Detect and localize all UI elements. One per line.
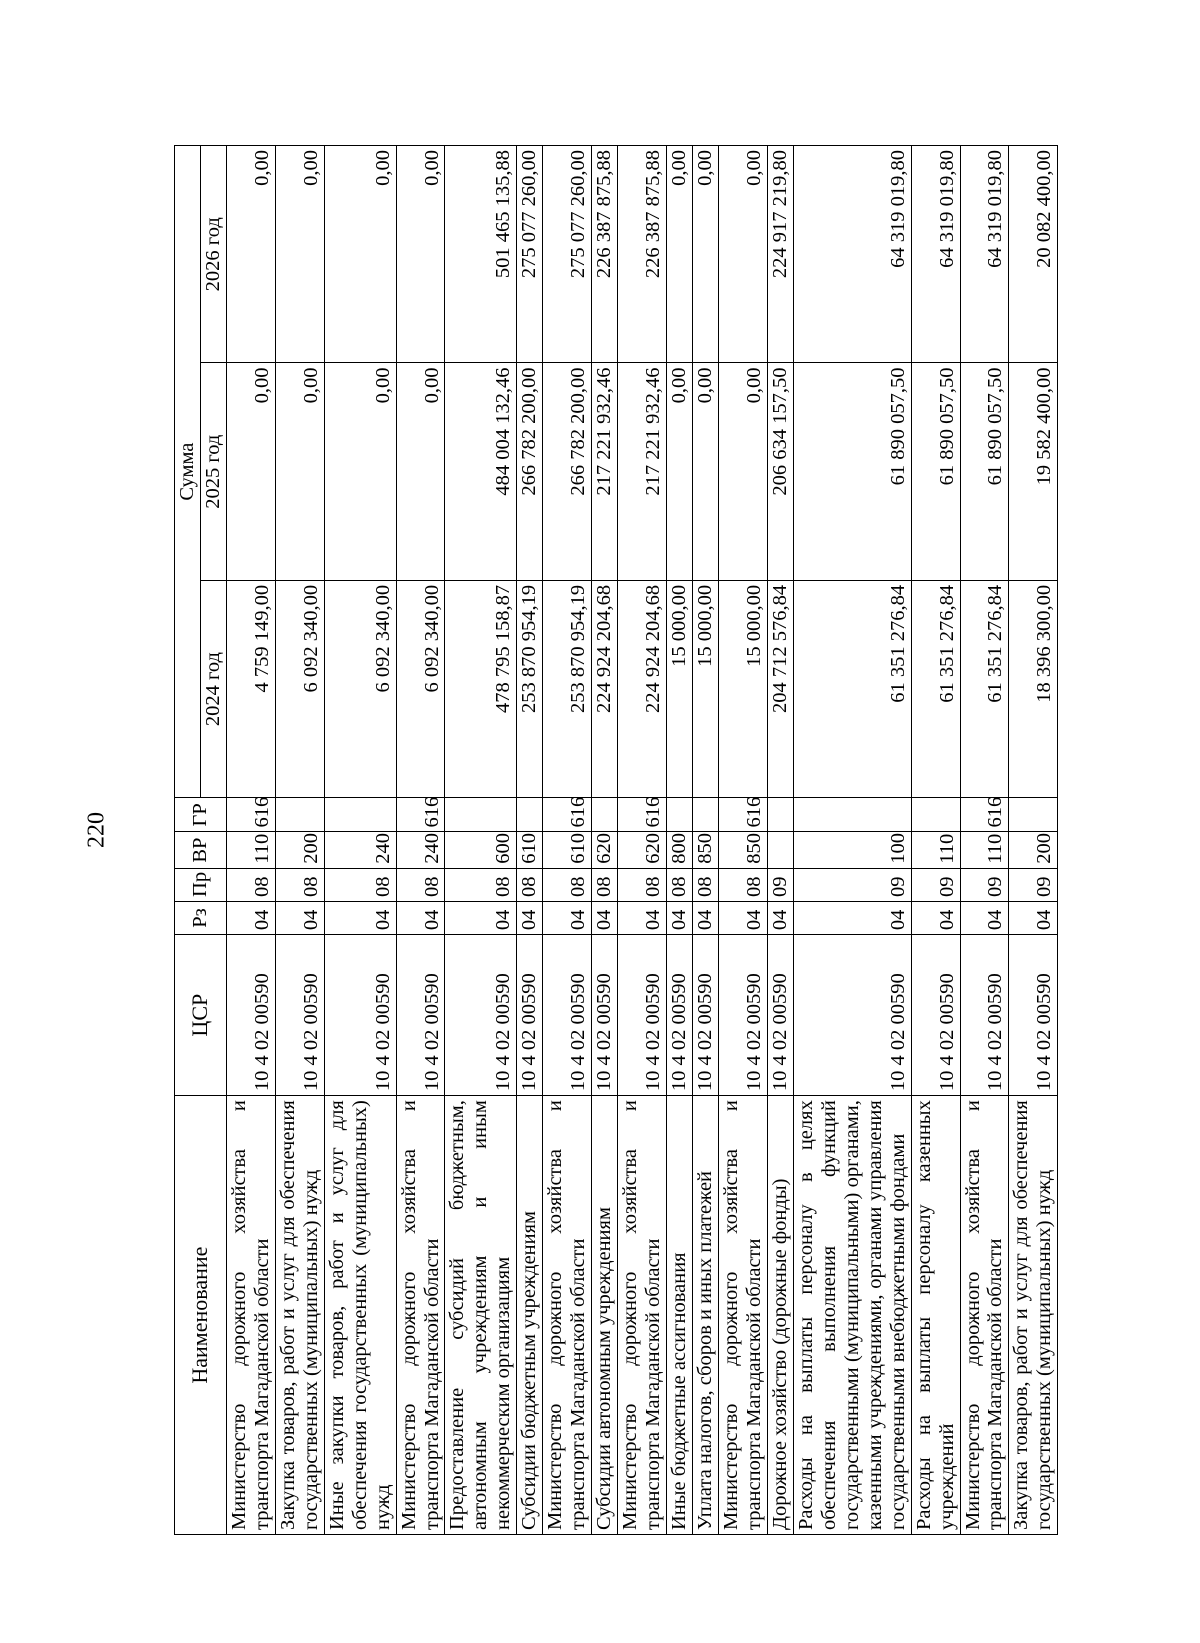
table-row bbox=[275, 146, 324, 1535]
cell-rz: 04 bbox=[693, 901, 719, 934]
cell-gr bbox=[275, 798, 324, 832]
table-row bbox=[618, 146, 667, 1535]
cell-name: Уплата налогов, сборов и иных платежей bbox=[693, 1096, 719, 1535]
cell-2024: 253 870 954,19 bbox=[517, 580, 543, 797]
cell-vr: 850 bbox=[693, 832, 719, 868]
cell-pr: 08 bbox=[396, 868, 445, 901]
cell-2026: 0,00 bbox=[667, 146, 693, 364]
cell-gr: 616 bbox=[718, 798, 767, 832]
cell-2026: 224 917 219,80 bbox=[767, 146, 793, 364]
cell-gr bbox=[445, 798, 517, 832]
cell-2025: 0,00 bbox=[718, 363, 767, 580]
cell-2024: 61 351 276,84 bbox=[911, 580, 960, 797]
cell-vr: 110 bbox=[226, 832, 275, 868]
cell-2025: 266 782 200,00 bbox=[517, 363, 543, 580]
cell-vr: 850 bbox=[718, 832, 767, 868]
cell-rz: 04 bbox=[396, 901, 445, 934]
cell-2026: 275 077 260,00 bbox=[517, 146, 543, 364]
cell-rz: 04 bbox=[767, 901, 793, 934]
cell-csr: 10 4 02 00590 bbox=[667, 935, 693, 1096]
cell-gr bbox=[693, 798, 719, 832]
cell-2024: 6 092 340,00 bbox=[275, 580, 324, 797]
table-header-row bbox=[175, 146, 201, 1535]
header-gr: ГР bbox=[175, 798, 227, 832]
cell-name: Министерство дорожного хозяйства и транспорта Магаданской области bbox=[618, 1096, 667, 1535]
cell-rz: 04 bbox=[911, 901, 960, 934]
cell-csr: 10 4 02 00590 bbox=[592, 935, 618, 1096]
cell-pr: 08 bbox=[618, 868, 667, 901]
cell-2024: 15 000,00 bbox=[667, 580, 693, 797]
cell-2026: 64 319 019,80 bbox=[911, 146, 960, 364]
cell-gr: 616 bbox=[396, 798, 445, 832]
cell-gr bbox=[592, 798, 618, 832]
table-row bbox=[396, 146, 445, 1535]
cell-vr: 110 bbox=[960, 832, 1009, 868]
cell-csr: 10 4 02 00590 bbox=[960, 935, 1009, 1096]
cell-vr: 620 bbox=[618, 832, 667, 868]
cell-pr: 09 bbox=[1009, 868, 1058, 901]
cell-2026: 226 387 875,88 bbox=[618, 146, 667, 364]
cell-rz: 04 bbox=[718, 901, 767, 934]
cell-pr: 09 bbox=[960, 868, 1009, 901]
cell-rz: 04 bbox=[226, 901, 275, 934]
cell-name: Иные закупки товаров, работ и услуг для обеспечения государственных (муниципальных) нужд bbox=[324, 1096, 396, 1535]
cell-vr: 240 bbox=[324, 832, 396, 868]
cell-pr: 09 bbox=[911, 868, 960, 901]
cell-rz: 04 bbox=[324, 901, 396, 934]
cell-2025: 0,00 bbox=[324, 363, 396, 580]
cell-pr: 08 bbox=[517, 868, 543, 901]
table-row bbox=[1009, 146, 1058, 1535]
cell-name: Закупка товаров, работ и услуг для обеспечения государственных (муниципальных) нужд bbox=[275, 1096, 324, 1535]
table-row bbox=[445, 146, 517, 1535]
cell-name: Субсидии автономным учреждениям bbox=[592, 1096, 618, 1535]
cell-2026: 20 082 400,00 bbox=[1009, 146, 1058, 364]
cell-pr: 09 bbox=[767, 868, 793, 901]
cell-2024: 224 924 204,68 bbox=[618, 580, 667, 797]
table-body bbox=[226, 146, 1057, 1535]
header-2025: 2025 год bbox=[200, 363, 226, 580]
cell-name: Закупка товаров, работ и услуг для обеспечения государственных (муниципальных) нужд bbox=[1009, 1096, 1058, 1535]
cell-name: Расходы на выплаты персоналу в целях обеспечения выполнения функций государственными (муниципальными) органами, казенными учреждениями, органами управления государственными внебюджетными фондами bbox=[793, 1096, 911, 1535]
cell-gr bbox=[793, 798, 911, 832]
cell-csr: 10 4 02 00590 bbox=[275, 935, 324, 1096]
cell-vr: 600 bbox=[445, 832, 517, 868]
cell-csr: 10 4 02 00590 bbox=[543, 935, 592, 1096]
cell-rz: 04 bbox=[793, 901, 911, 934]
cell-2026: 501 465 135,88 bbox=[445, 146, 517, 364]
header-csr: ЦСР bbox=[175, 935, 227, 1096]
header-pr: Пр bbox=[175, 868, 227, 901]
cell-2025: 61 890 057,50 bbox=[911, 363, 960, 580]
page-number bbox=[77, 800, 117, 860]
cell-name: Предоставление субсидий бюджетным, автономным учреждениям и иным некоммерческим организациям bbox=[445, 1096, 517, 1535]
cell-csr: 10 4 02 00590 bbox=[693, 935, 719, 1096]
cell-2025: 61 890 057,50 bbox=[793, 363, 911, 580]
cell-rz: 04 bbox=[517, 901, 543, 934]
cell-vr: 240 bbox=[396, 832, 445, 868]
cell-2024: 253 870 954,19 bbox=[543, 580, 592, 797]
cell-csr: 10 4 02 00590 bbox=[517, 935, 543, 1096]
cell-2026: 64 319 019,80 bbox=[793, 146, 911, 364]
cell-rz: 04 bbox=[1009, 901, 1058, 934]
table-row bbox=[793, 146, 911, 1535]
cell-2026: 0,00 bbox=[718, 146, 767, 364]
cell-rz: 04 bbox=[618, 901, 667, 934]
cell-csr: 10 4 02 00590 bbox=[767, 935, 793, 1096]
cell-name: Министерство дорожного хозяйства и транспорта Магаданской области bbox=[543, 1096, 592, 1535]
cell-name: Расходы на выплаты персоналу казенных учреждений bbox=[911, 1096, 960, 1535]
cell-pr: 08 bbox=[718, 868, 767, 901]
table-row bbox=[517, 146, 543, 1535]
cell-pr: 08 bbox=[226, 868, 275, 901]
cell-2025: 266 782 200,00 bbox=[543, 363, 592, 580]
cell-vr: 100 bbox=[793, 832, 911, 868]
cell-pr: 08 bbox=[324, 868, 396, 901]
table-row bbox=[693, 146, 719, 1535]
cell-csr: 10 4 02 00590 bbox=[226, 935, 275, 1096]
cell-name: Дорожное хозяйство (дорожные фонды) bbox=[767, 1096, 793, 1535]
rotated-page-content bbox=[168, 103, 1068, 1643]
cell-2025: 484 004 132,46 bbox=[445, 363, 517, 580]
header-name: Наименование bbox=[175, 1096, 227, 1535]
cell-2026: 0,00 bbox=[226, 146, 275, 364]
cell-gr: 616 bbox=[543, 798, 592, 832]
cell-gr: 616 bbox=[618, 798, 667, 832]
cell-rz: 04 bbox=[275, 901, 324, 934]
cell-2026: 0,00 bbox=[693, 146, 719, 364]
cell-2025: 206 634 157,50 bbox=[767, 363, 793, 580]
cell-name: Министерство дорожного хозяйства и транспорта Магаданской области bbox=[226, 1096, 275, 1535]
cell-rz: 04 bbox=[445, 901, 517, 934]
cell-vr: 800 bbox=[667, 832, 693, 868]
cell-name: Иные бюджетные ассигнования bbox=[667, 1096, 693, 1535]
cell-vr: 620 bbox=[592, 832, 618, 868]
cell-pr: 08 bbox=[445, 868, 517, 901]
cell-csr: 10 4 02 00590 bbox=[618, 935, 667, 1096]
cell-gr bbox=[324, 798, 396, 832]
table-row bbox=[960, 146, 1009, 1535]
cell-gr bbox=[911, 798, 960, 832]
cell-pr: 08 bbox=[693, 868, 719, 901]
cell-2024: 61 351 276,84 bbox=[793, 580, 911, 797]
cell-2025: 0,00 bbox=[693, 363, 719, 580]
cell-vr: 110 bbox=[911, 832, 960, 868]
table-row bbox=[767, 146, 793, 1535]
table-row bbox=[324, 146, 396, 1535]
cell-2025: 19 582 400,00 bbox=[1009, 363, 1058, 580]
cell-name: Министерство дорожного хозяйства и транспорта Магаданской области bbox=[718, 1096, 767, 1535]
header-2026: 2026 год bbox=[200, 146, 226, 364]
cell-gr: 616 bbox=[226, 798, 275, 832]
cell-pr: 09 bbox=[793, 868, 911, 901]
cell-2026: 0,00 bbox=[324, 146, 396, 364]
cell-rz: 04 bbox=[667, 901, 693, 934]
header-sum: Сумма bbox=[175, 146, 201, 798]
cell-csr: 10 4 02 00590 bbox=[324, 935, 396, 1096]
cell-name: Министерство дорожного хозяйства и транспорта Магаданской области bbox=[396, 1096, 445, 1535]
cell-2024: 204 712 576,84 bbox=[767, 580, 793, 797]
cell-gr bbox=[767, 798, 793, 832]
cell-vr: 610 bbox=[543, 832, 592, 868]
cell-csr: 10 4 02 00590 bbox=[396, 935, 445, 1096]
header-2024: 2024 год bbox=[200, 580, 226, 797]
cell-2025: 61 890 057,50 bbox=[960, 363, 1009, 580]
cell-vr: 610 bbox=[517, 832, 543, 868]
cell-2026: 275 077 260,00 bbox=[543, 146, 592, 364]
cell-name: Министерство дорожного хозяйства и транспорта Магаданской области bbox=[960, 1096, 1009, 1535]
cell-csr: 10 4 02 00590 bbox=[1009, 935, 1058, 1096]
table-row bbox=[718, 146, 767, 1535]
header-rz: Рз bbox=[175, 901, 227, 934]
cell-2026: 0,00 bbox=[275, 146, 324, 364]
table-row bbox=[911, 146, 960, 1535]
cell-2025: 0,00 bbox=[226, 363, 275, 580]
cell-2024: 6 092 340,00 bbox=[396, 580, 445, 797]
cell-vr: 200 bbox=[275, 832, 324, 868]
cell-2026: 226 387 875,88 bbox=[592, 146, 618, 364]
table-row bbox=[592, 146, 618, 1535]
cell-csr: 10 4 02 00590 bbox=[445, 935, 517, 1096]
cell-csr: 10 4 02 00590 bbox=[911, 935, 960, 1096]
table-row bbox=[667, 146, 693, 1535]
cell-rz: 04 bbox=[592, 901, 618, 934]
cell-2025: 0,00 bbox=[396, 363, 445, 580]
cell-pr: 08 bbox=[667, 868, 693, 901]
cell-rz: 04 bbox=[543, 901, 592, 934]
cell-vr bbox=[767, 832, 793, 868]
table-row bbox=[226, 146, 275, 1535]
cell-gr bbox=[1009, 798, 1058, 832]
cell-2024: 15 000,00 bbox=[693, 580, 719, 797]
cell-2024: 61 351 276,84 bbox=[960, 580, 1009, 797]
cell-2026: 0,00 bbox=[396, 146, 445, 364]
table-row bbox=[543, 146, 592, 1535]
header-vr: ВР bbox=[175, 832, 227, 868]
cell-rz: 04 bbox=[960, 901, 1009, 934]
cell-name: Субсидии бюджетным учреждениям bbox=[517, 1096, 543, 1535]
cell-gr: 616 bbox=[960, 798, 1009, 832]
cell-csr: 10 4 02 00590 bbox=[718, 935, 767, 1096]
budget-table bbox=[174, 145, 1058, 1535]
cell-2024: 6 092 340,00 bbox=[324, 580, 396, 797]
cell-2025: 0,00 bbox=[667, 363, 693, 580]
cell-2024: 18 396 300,00 bbox=[1009, 580, 1058, 797]
cell-gr bbox=[517, 798, 543, 832]
cell-pr: 08 bbox=[592, 868, 618, 901]
cell-pr: 08 bbox=[543, 868, 592, 901]
page-number-text: 220 bbox=[83, 812, 110, 848]
cell-2024: 4 759 149,00 bbox=[226, 580, 275, 797]
cell-2024: 224 924 204,68 bbox=[592, 580, 618, 797]
cell-2025: 0,00 bbox=[275, 363, 324, 580]
cell-gr bbox=[667, 798, 693, 832]
cell-2024: 478 795 158,87 bbox=[445, 580, 517, 797]
cell-2026: 64 319 019,80 bbox=[960, 146, 1009, 364]
cell-2025: 217 221 932,46 bbox=[592, 363, 618, 580]
cell-pr: 08 bbox=[275, 868, 324, 901]
cell-2025: 217 221 932,46 bbox=[618, 363, 667, 580]
cell-vr: 200 bbox=[1009, 832, 1058, 868]
cell-csr: 10 4 02 00590 bbox=[793, 935, 911, 1096]
cell-2024: 15 000,00 bbox=[718, 580, 767, 797]
